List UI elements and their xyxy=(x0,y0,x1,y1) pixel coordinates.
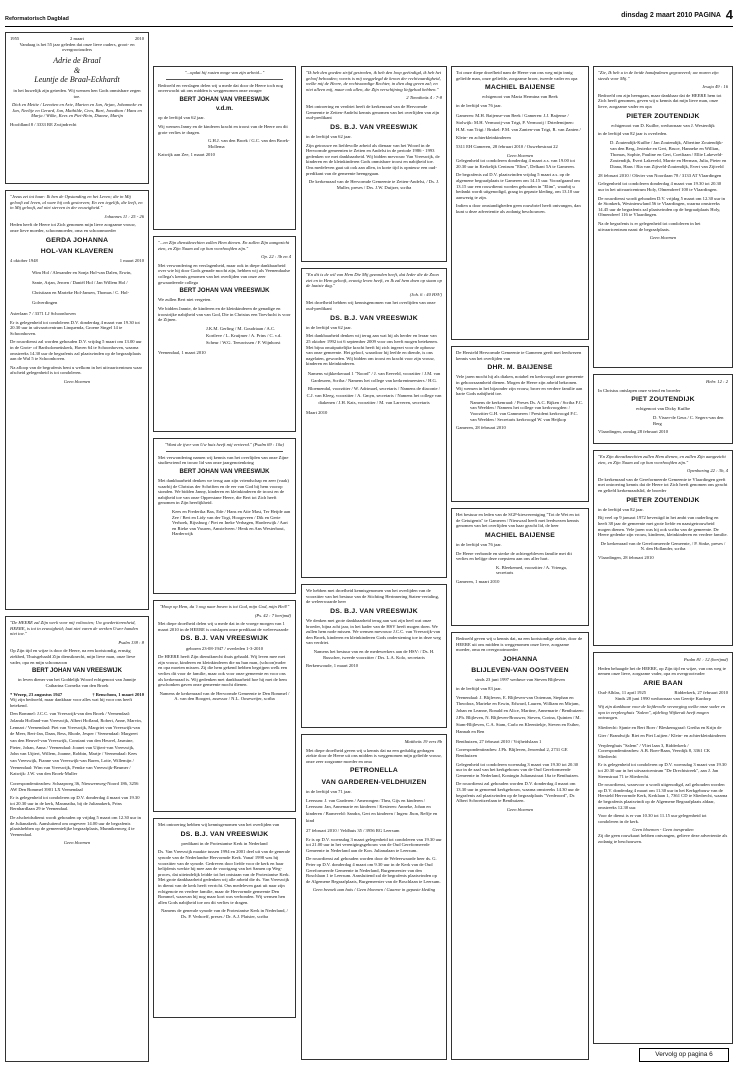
announcement-vreeswijk-church-council: "Hoop op Hem, da 't oog naar boven is tot God, mijn God, mijn Heil!" (Ps. 42 : 7 berijmd) Met diepe droefheid delen wij u mede dat in de vroege morgen van 1 maart 2010 in de HEERE is ontslapen onze predikant de weleerwaarde DS. B.J. VAN VREESWIJK geboren 23-08-1947 / overleden 1-3-2010 De HEERE heeft Zijn dienstknecht thuis gehaald. Wij leven mee met zijn vrouw, kinderen en kleinkinderen die nu hun man, (schoon)vader en opa moeten missen. Zij die hem gekend hebben begrijpen welk een verlies dit voor de familie, maar ook voor onze gemeente en voor ons als kerkenraad is. Wij gedenken met dankbaarheid hoe hij met de hem geschonken gaven onze gemeente mocht dienen. Namens de kerkenraad van de Hervormde Gemeente te Den Bommel / A. van den Boogert, assessor / N.L. Ooseweijer, scriba xyxy=(153,600,296,812)
announcement-zoutendijk-family: "Zie, Ik heb u in de beide handpalmen gegraveerd; uw muren zijn steeds voor Mij." Jesaja 49 : 16 Bedroefd om zijn heengaan, maar dankbaar dat de HEERE hem tot Zich heeft genomen, geven wij u kennis dat mijn lieve man, onze lieve, zorgzame vader en opa PIETER ZOUTENDIJK echtgenoot van D. Kuilbe, weduwnaar van J. Westerdijk in de leeftijd van 82 jaar is overleden. D. Zoutendijk-Kuilbe / Jan Zoutendijk, Albertine Zoutendijk-van den Berg, Jesterke en Gert, Bruce, Hanneke en Willian, Thomas, Sophie, Pauline en Gert, Coetliaan / Ellie Lakeveld-Zoutendijk, Evert Lakeveld, Marrie en Herman, Julia, Pieter en Diana, Hans / Ria van Zijtveld-Zoutendijk, Evert van Zijtveld 28 februari 2010 / Olivier van Noortlaan 78 / 3133 AT Vlaardingen Gelegenheid tot condoleren donderdag 4 maart van 19.30 tot 20.30 uur in het uitvaartcentrum Holy, Olmendreef 100 te Vlaardingen. De rouwdienst wordt gehouden D.V. vrijdag 5 maart om 12.30 uur in de Sionkerk, Westnieuwland 56 te Vlaardingen, waarna omstreeks 14.45 uur de begrafenis zal plaatsvinden op de begraafplaats Holy, Olmendreef 116 te Vlaardingen. Na de begrafenis is er gelegenheid tot condoleren in het uitvaartcentrum naast de begraafplaats. Geen bloemen xyxy=(593,66,733,368)
deceased-name: PETRONELLA xyxy=(349,767,399,775)
deceased-name: BERT JOHAN VAN VREESWIJK xyxy=(179,96,270,103)
deceased-name: MACHIEL BAIJENSE xyxy=(485,84,555,92)
couple-name-2: Leuntje de Braal-Eckhardt xyxy=(34,75,120,85)
newspaper-name: Reformatorisch Dagblad xyxy=(5,16,69,22)
announcement-baijense-church: De Hersteld Hervormde Gemeente te Gameren geeft met leedwezen kennis van het overlijden van DHR. M. BAIJENSE Vele jaren mocht hij als diaken, notabel en kerkvoogd onze gemeente in gehoorzaamheid dienen. Mogen de Heere zijn arbeid bekronen. Wij wensen in het bijzonder zijn vrouw, broer en verdere familie aan harte Gods nabijheid toe. Namens de kerkenraad: / Preses Ds. A.C. Bijken / Scriba F.C. van Weelden / Namens het college van kerkvoogden: / Voorzitter G.H. van Gammeren / President kerkvoogd F.C. van Weelden / Secretaris kerkvoogd W. van Heijkop Gameren, 28 februari 2010 xyxy=(451,346,589,502)
deceased-name: DS. B.J. VAN VREESWIJK xyxy=(180,635,269,643)
deceased-name: DS. B.J. VAN VREESWIJK xyxy=(330,607,418,615)
deceased-name: MACHIEL BAIJENSE xyxy=(485,531,555,539)
announcement-vreeswijk-zetten: "Ik heb den goeden strijd gestreden, ik heb den loop geëindigd, ik heb het geloof behouden; voorts is mij weggelegd de kroon der rechtvaardigheid, welke mij de Heere, de rechtvaardige Rechter, in dien dag geven zal; en niet alleen mij, maar ook allen, die Zijn verschijning liefgehad hebben." 2 Timotheüs 4 : 7-8 Met ontroering en verdriet heeft de kerkenraad van de Hervormde Gemeente te Zetten-Andelst kennis genomen van het overlijden van zijn oud-predikant DS. B.J. VAN VREESWIJK in de leeftijd van 62 jaar. Zijn getrouwe en liefdevolle arbeid als dienaar van het Woord in de Hervormde gemeenten te Zetten en Andelst in de periode 1986 - 1993 gedenken we met dankbaarheid. Wij bidden mevrouw Van Vreeswijk, de kinderen en de kleinkinderen Gods onmisbare troost en nabijheid toe. Ons medeleven gaat uit ook aan allen, in korte tijd is opnieuw een oud-predikant van de gemeente heengegaan. De kerkenraad van de Hervormde Gemeente te Zetten-Andelst, / Ds. J. Muller, preses / Drs. J.W. Duijzer, scriba xyxy=(301,66,447,262)
deceased-name: GERDA JOHANNA xyxy=(45,236,109,244)
announcement-arie-baan: Psalm 81 : 12 (berijmd) Heden behaagde het de HEERE, op Zijn tijd en wijze, van ons weg te nemen onze lieve, zorgzame vader, opa en overgrootvader ARIE BAAN Oud-Alblas, 11 april 1925 Ridderkerk, 27 februari 2010 Sinds 28 juni 1990 weduwnaar van Geertje Kardorp Wij zijn dankbaar voor de liefdevolle verzorging welke onze vader en opa in verpleeghuis "Salem", afdeling Wijkerak heeft mogen ontvangen. Sliedrecht: Sjanie en Bert Boer / Bleskensgraaf: Gretha en Krijn de Gier / Brandwijk: Riet en Piet Luijten / Klein- en achterkleinkinderen Verpleeghuis "Salem" / Vliet laan 3, Ridderkerk / Correspondentieadres: A.B. Boer-Baan, Veerdijk 8, 3361 CK Sliedrecht Er is gelegenheid tot condoleren op D.V. woensdag 3 maart van 19.30 tot 20.30 uur in het uitvaartcentrum "De Drechtstreek", aan J. Jan Steenstraat 71 te Sliedrecht. De rouwdienst, waarvoor u wordt uitgenodigd, zal gehouden worden op D.V. donderdag 4 maart om 11.30 uur in het Kerkgebouw van de Hersteld Hervormde Kerk, Kerklaan 1, 7361 CD te Sliedrecht, waarna de begrafenis plaatsvindt op de Algemene Begraafplaats aldaar, omstreeks 12.30 uur. Voor de dienst is er van 10.30 tot 11.15 uur gelegenheid tot condoleren in de kerk. Geen bloemen - Geen toespraken Zij die geen rouwkaart hebben ontvangen, gelieve deze advertentie als zodanig te beschouwen. xyxy=(593,652,733,1044)
announcement-vreeswijk-family: "De HEERE zal Zijn werk voor mij voltooien; Uw goedertierenheid, HEERE, is tot in eeuwigheid; laat niet varen de werken Uwer handen niet toe." Psalm 138 : 8 Op Zijn tijd en wijze is door de Heere, na een kortstondig, ernstig ziekbed, Thuisgehaald Zijn dienstknecht, mijn lieve man, onze lieve vader, opa en mijn schoonzoon BERT JOHAN VAN VREESWIJK in leven diener van het Goddelijk Woord echtgenoot van Jannije Catharina Cornelia van den Broek * Wezep, 23 augustus 1947 † Benschom, 1 maart 2010 Wij zijn bedroefd, maar dankbaar voor alles wat hij voor ons heeft betekend. Den Bommel: J.C.C. van Vreeswijk-van den Broek / Veenendaal: Jolanda Hofland-van Vreeswijk, Albert Hofland, Robert, Anne, Marvin, Lennart / Veenendaal: Piet van Vreeswijk, Margriet van Vreeswijk-van de Meer, Bert-Jan, Daan, Bess, Rhode, Jesper / Veenendaal: Margreet van den Heuvel-van Vreeswijk, Constant van den Heuvel, Jasmine, Pieter, Johan, Anna / Veenendaal: Joanet van Uijtert-van Vreeswijk, John van Uijtert, Willem, Joanne, Robbin, Martje / Veenendaal: Kees van Vreeswijk, Fianne van Vreeswijk-van Baren, Lotte, Willemijn / Veenendaal: Wim van Vreeswijk, Femke van Vreeswijk-Beumer / Katwijk: J.W. van den Broek-Muller Correspondentieadres: Schaapweg 36, Nieuwenweg-Noord 186, 3256 AW Den Bommel 3901 LX Veenendaal Er is gelegenheid tot condoleren op D.V. donderdag 4 maart van 19.30 tot 20.30 uur in de kerk, Maranatha, bij de Julianakerk, Prins Bernhardlaan 29 te Veenendaal. De afscheidsdienst wordt gehouden op vrijdag 5 maart om 12.30 uur in de Julianakerk. Aansluitend om ongeveer 14.00 uur de begrafenis plaatshebben op de gemeentelijke begraafplaats, Munnikenweg 4 te Veenendaal. Geen bloemen xyxy=(5,616,149,1062)
announcement-zoutendijk-friends: Hebr. 12 : 2 In Christus ontslapen onze vriend en broeder PIET ZOUTENDIJK echtgenoot van Dicky Kuilbe D. Visser-de Geus / C. Segers-van den Berg Vlaardingen, zondag 28 februari 2010 xyxy=(593,374,733,444)
deceased-name: BERT JOHAN VAN VREESWIJK xyxy=(32,668,122,675)
announcement-blijleven: Bedroefd geven wij u kennis dat, na een kortstondige ziekte, door de HEERE uit ons midden is weggenomen onze lieve, zorgzame moeder, oma en overgrootmoeder JOHANNA BLIJLEVEN-VAN OOSTVEEN sinds 23 juni 1997 weduwe van Steven Blijleven in de leeftijd van 83 jaar. Veenendaal: J. Blijleven, E. Blijleven-van Ooteman, Stephan en Theodora, Marieke en Erwin, Edward, Lauren, William en Mirjam, Johan en Leanne, Ronald en Alice, Martine, Annemarie / Benthuizen: J.Ph. Blijleven, N. Blijleven-Brouwer, Steven, Corina, Quinten / M. Stam-Blijleven, C.A. Stam, Carlo en Kleentiekje, Steven en Esther, Hannah en Ben Benthuizen, 27 februari 2010 / Vrijheidslaan 1 Correspondentieadres: J.Ph. Blijleven, Jeroenhal 2, 2731 GE Benthuizen Gelegenheid tot condoleren woensdag 3 maart van 19.30 tot 20.30 uur in de zaal van het kerkgebouw van de Oud Gereformeerde Gemeente in Nederland, Koningin Julianastraat 16a te Benthuizen. De rouwdienst zal gehouden worden D.V. donderdag 4 maart om 13.30 uur in genoemd kerkgebouw, waarna omstreeks 14.30 uur de begrafenis zal plaatsvinden op de begraafplaats "Vredeoord", Dr. Albert Schweitzerlaan te Benthuizen. Geen bloemen xyxy=(451,632,589,1060)
announcement-baijense-sgp: Het bestuur en leden van de SGP-kiesvereniging "Tot de Wet en tot de Getuigenis" te Gameren / Nieuwaal heeft met leedwezen kennis genomen van het overlijden van haar geacht lid, de heer MACHIEL BAIJENSE in de leeftijd van 76 jaar. De Heere verbonde en sterke de achtergebleven familie met dit verlies en belijge deze roepstem aan ons aller hart. K. Bleekemed, voorzitter / A. Vrienga, secretaris Gameren, 1 maart 2010 xyxy=(451,508,589,626)
deceased-name: JOHANNA xyxy=(502,655,538,663)
announcement-gerda-hol: "Jezus zei tot haar: Ik ben de Opstanding en het Leven; die in Mij gelooft zal leven, al ware hij ook gestorven; En een iegelijk, die leeft, en in Mij gelooft, zal niet sterven in der eeuwigheid." Johannes 11 : 25 - 26 Heden heeft de Heere tot Zich genomen mijn lieve zorgzame vrouw, onze lieve moeder, schoonmoeder, oma en schoonmoeder GERDA JOHANNA HOL-VAN KLAVEREN 4 oktober 1948 1 maart 2010 Wim Hol / Alexander en Sonja Hol-van Dalen, Erwin, Sante, Arjan, Jeroen / Daniël Hol / Jan Willem Hol / Christiaan en Marieke Hol-Jansen, Thomas / C. Hol-Golverdingen Asterlaan 7 / 3371 LJ Schoonhoven Er is gelegenheid tot condoleren D.V. donderdag 4 maart van 19.30 tot 20.30 uur in uitvaartcentrum Linquenda, Groene Singel 14 te Schoonhoven. De rouwdienst zal worden gehouden D.V. vrijdag 5 maart om 13.00 uur in de Grote- of Bartholomeüskerk, Haven 64 te Schoonhoven, waarna omstreeks 14.30 uur de begrafenis zal plaatsvinden op de begraafplaats aan de Wal 5 te Schoonhoven. Na afloop van de begrafenis bent u welkom in het uitvaartcentrum waar afscheid gelegenheid is tot condoleren. Geen bloemen xyxy=(5,190,149,610)
couple-name-1: Adrie de Braal xyxy=(53,55,101,65)
deceased-name: PIETER ZOUTENDIJK xyxy=(626,496,700,504)
announcement-vreeswijk-hsv: We hebben met droefheid kennisgenomen van het overlijden van de voorzitter van het bestuur van de Stichting Herinnering Staten-vertaling, de weleerwaarde heer DS. B.J. VAN VREESWIJK We denken met grote dankbaarheid terug aan wat zijn heel wat onze broeder, bijna acht jaar, in het kader van de HSV heeft mogen doen. We zullen hem node missen. We wensen mevrouw J.C.C. van Vreeswijk-van den Broek, kinderen en kleinkinderen Gods onderstening toe in deze weg van verdriet. Namens het bestuur van en de medewerkers aan de HSV: / Ds. H. Russcher, tweede voorzitter / Drs. L.A. Kolo, secretaris Berkenwoude, 1 maart 2010 xyxy=(301,584,447,728)
announcement-vreeswijk-colleagues: "...en Zijn dienstknechten zullen Hem dienen. En zullen Zijn aangezicht zien, en Zijn Naam zal op hun voorhoofden zijn." Op. 22 : 3b en 4 Met verwondering en verslagenheid, maar ook in diepe dankbaarheid over wie hij door Gods genade mocht zijn, hebben wij als Veenendaalse collega's kennis genomen van het overlijden van onze zeer gewaardeerde collega BERT JOHAN VAN VREESWIJK We zullen Bert niet vergeten. We bidden Jannie, de kinderen en de kleinkinderen de genadige en troostrijke nabijheid van van God, Die in Christus een Toevlucht is voor de Zijnen. J.K.M. Gerling / M. Goudriaan / A.C. Kortleve / L. Kruijmer / A. Prins / C. v.d. Scheur / W.G. Teeuwissen / F. Wijnhorst Veenendaal, 1 maart 2010 xyxy=(153,236,296,432)
page-number: 4 xyxy=(725,7,733,22)
announcement-vreeswijk-brother-in-law: "...opdat hij rusten moge van zijn arbeid..." Bedroefd en verslagen delen wij u mede dat door de Heere toch nog onverwacht uit ons midden is weggenomen onze zwager BERT JOHAN VAN VREESWIJK v.d.m. op de leeftijd van 62 jaar. Wij wensen Janny en de kinderen kracht en troost van de Heere om dit grote verlies te dragen. G.H.J. van den Broek / G.C. van den Broek-Mollema Katwijk aan Zee, 1 maart 2010 xyxy=(153,66,296,230)
continued-on-page-link[interactable]: Vervolg op pagina 6 xyxy=(639,1048,729,1062)
deceased-name: DS. B.J. VAN VREESWIJK xyxy=(330,123,418,131)
announcement-vreeswijk-friends: "Want de ijver van Uw huis heeft mij verteerd." (Psalm 69 : 10a) Met verwondering namen wij kennis van het overlijden van onze Zijne studievriend en trouw lid van onze jaargenotenkring BERT JOHAN VAN VREESWIJK Met dankbaarheid denken we terug aan zijn vriendschap en zeer (vaak) waarbij de Christus der Schriften en de eer van God bij hem voorop stonden. We bidden Janny, kinderen en kleinkinderen de troost en de nabijheid toe van onze Opperstane Heere, die Bert tot Zich heeft genomen in Zijn heerlijkheid. Kees en Frederika Bax, Ede / Hans en Atie Mast, Ter Heijde aan Zee / Bert en Lidy van der Togt, Hoogeveen / Dik en Gerie Verhoek, Rijssburg / Piet en Ineke Verhagen, Harderwijk / Aart en Rieke van Vuuren, Amstelveen / Henk en Ans Westerhout, Harderwijk xyxy=(153,438,296,594)
deceased-name: DS. B.J. VAN VREESWIJK xyxy=(180,830,269,838)
deceased-name: PIETER ZOUTENDIJK xyxy=(626,112,700,120)
announcement-vreeswijk-congregation: "En dit is de wil van Hem Die Mij gezonden heeft, dat Ieder die de Zoon ziet en in Hem gelooft, eeuwig leven heeft, en Ik zal hem doen op staan op de laatste dag." (Joh. 6 : 40 HSV) Met droefheid hebben wij kennisgenomen van het overlijden van onze oud-predikant DS. B.J. VAN VREESWIJK in de leeftijd van 62 jaar. Met dankbaarheid denken wij terug aan wat hij als herder en leraar van 25 oktober 1992 tot 6 september 2009 voor ons heeft mogen betekenen. Met bijna onuitputtelijke kracht heeft hij zich ingezet voor de opbouw van onze gemeente. Het geloof, waardoor hij leefde en diende, is ons nagelaten, geworden. Wij bidden om troost en kracht voor zijn vrouw, kinderen en kleinkinderen. Namens wijkkerkeraad 1 "Noord" / J. van Eeeveld, voorzitter / J.M. van Gardeuren, Scriba / Namens het college van kerkrentmeesters / H.G. Bloemendal, voorzitter / W. Adrimael, secretaris / Namens de diaconie / C.J. van Kleeg, voorzitter / A. Gmyn, secretaris / Namens het college van diakenen / J.H. Kats, voorzitter / M. van Larveren, secretaris Maart 2010 xyxy=(301,268,447,578)
announcement-vreeswijk-synod: Met ontroering hebben wij kennisgenomen van het overlijden van DS. B.J. VAN VREESWIJK predikant in de Protestantse Kerk in Nederland Ds. Van Vreeswijk maakte tussen 1994 en 2001 deel uit van de generale synode van de Nederlandse Hervormde Kerk. Vanaf 1998 was hij voorzitter van de synode. Gedreven door liefde voor de kerk en haar belijdenis werkte hij mee aan de voortgang van het Samen op Weg-proces, dat uiteindelijk leidde tot het ontstaan van de Protestantse Kerk. Met grote dankbaarheid gedenken wij alle arbeid die ds. Van Vreeswijk in dienst van de kerk heeft verricht. Ons medeleven gaat uit naar zijn echtgenote en verdere familie, maar de Hervormde gemeente Den Bommel, waarvan hij nog maar kort was verbonden. Wij wensen hen allen Gods nabijheid toe om dit verlies te dragen. Namens de generale synode van de Protestantse Kerk in Nederland, / Ds. P. Verhoeff, preses / Dr. A.J. Plaisier, scriba xyxy=(153,818,296,1018)
deceased-name: BERT JOHAN VAN VREESWIJK xyxy=(179,468,270,475)
announcement-van-garderen: Mattheüs 19 vers 8b Met diepe droefheid geven wij u kennis dat na een geduldig gedragen ziekte door de Heere uit ons midden is weggenomen mijn geliefde vrouw, onze zeer zorgzame moeder en oma PETRONELLA VAN GARDEREN-VELDHUIZEN in de leeftijd van 71 jaar. Leersum: J. van Garderen / Amerongen: Thea, Gijs en kinderen / Leersum: Jan, Annemarie en kinderen / Kesteren: Anneke, Johan en kinderen / Barneveld: Sandra, Gert en kinderen / Ingen: Jhon, Reffje en kind 27 februari 2010 / Veldhuis 35 / 3956 RG Leersum Er is op D.V. woensdag 3 maart gelegenheid tot condoleren van 19.30 uur tot 21.00 uur in het verenigingsgebouw van de Oud Gereformeerde Gemeente in Nederland aan de Kon. Julianalaan te Leersum. De rouwdienst zal gehouden worden door de Weleerwaarde heer ds. G. Peter op D.V. donderdag 4 maart om 9.30 uur in de Kerk van de Oud Gereformeerde Gemeente in Nederland, Burgemeester van den Boschlaan 1 te Leersum. Aansluitend zal de begrafenis plaatsvinden op de Algemene Begraafplaats, Burgemeester van de Boschlaan te Leersum. Geen bezoek aan huis / Geen bloemen / Gaarne in gepaste kleding xyxy=(301,734,447,1060)
header-date: dinsdag 2 maart 2010 PAGINA xyxy=(621,12,721,19)
deceased-name: PIET ZOUTENDIJK xyxy=(631,396,695,404)
announcement-anniversary: 1955 2 maart 2010 Vandaag is het 55 jaar geleden dat onze lieve ouders, groot- en overgrootouders Adrie de Braal & Leuntje de Braal-Eckhardt in het huwelijk zijn getreden. Wij wensen hen Gods onmisbare zegen toe. Dick en Mettie / Leentien en Arie, Marten en Jan, Arjan, Johanneke en Jan, Neeltje en Gerard, Jan, Mathilde, Cees, Bart, Jonathan / Hans en Marja / Wilke, Kees en Piet-Hein, Dianne, Marijn Hoofdland 8 / 3333 RE Zwijndrecht xyxy=(5,32,149,184)
deceased-name: DHR. M. BAIJENSE xyxy=(487,364,553,372)
announcement-zoutendijk-church: "En Zijn dienstknechten zullen Hem dienen, en zullen Zijn aangezicht zien, en Zijn Naam zal op hun voorhoofden zijn." Openbaring 22 : 3b, 4 De kerkenraad van de Gereformeerde Gemeente te Vlaardingen geeft met ontroering kennis dat de Heere tot Zich heeft genomen ons geacht en geliefd kerkenraadslid, de broeder PIETER ZOUTENDIJK in de leeftijd van 82 jaar. Bij veel op 9 januari 1972 bevestigd in het ambt van ouderling en heeft 38 jaar de gemeente met grote liefde en naastgetrouwheid mogen dienen. Vele jaren was hij ook scriba van de gemeente. De Heere gedenke zijn vrouw, kinderen, kleinkinderen en verdere familie. De kerkenraad van de Gereformeerde Gemeente, / P. Sinke, preses / N. den Hollander, scriba Vlaardingen, 28 februari 2010 xyxy=(593,450,733,646)
page-header xyxy=(5,6,733,27)
deceased-name: BERT JOHAN VAN VREESWIJK xyxy=(179,288,270,295)
announcement-baijense-family: Tot onze diepe droefheid nam de Heere van ons weg mijn innig geliefde man, onze geliefde, zorgzame broer, tweede vader en opa MACHIEL BAIJENSE echtgenoot van Maria Hermina van Beek in de leeftijd van 76 jaar. Gameren: M.H. Baijense-van Beek / Gameren: J.J. Baijense / Stolwijk: M.H. Vermooij-van Trigt, P. Vermooij / Driedemijnen: H.M. van Trigt / Brakel: P.M. van Zanten-van Trigt, R. van Zanten / Klein- en achterkleinkinderen 5311 EH Gameren, 28 februari 2010 / Ouwebestraat 22 Geen bloemen Gelegenheid tot condoleren donderdag 4 maart a.s. van 19.00 tot 20.30 uur in Kerkelijk Centrum "Elim", Delkant 5A te Gameren. De begrafenis zal D.V. plaatsvinden vrijdag 5 maart a.s. op de algemene begraafplaats te Gameren om 14.15 uur. Voorafgaand om 13.15 uur een rouwdienst worden gehouden in "Elim", waarbij u bedankt wordt uitgenodigd, graag in gepaste kleding, om 13.10 uur aanwezig te zijn. Indien u door omstandigheden geen rouwbrief heeft ontvangen, dan kunt u deze advertentie als zodanig beschouwen. xyxy=(451,66,589,340)
deceased-name: DS. B.J. VAN VREESWIJK xyxy=(330,314,418,322)
deceased-name: ARIE BAAN xyxy=(643,679,683,687)
